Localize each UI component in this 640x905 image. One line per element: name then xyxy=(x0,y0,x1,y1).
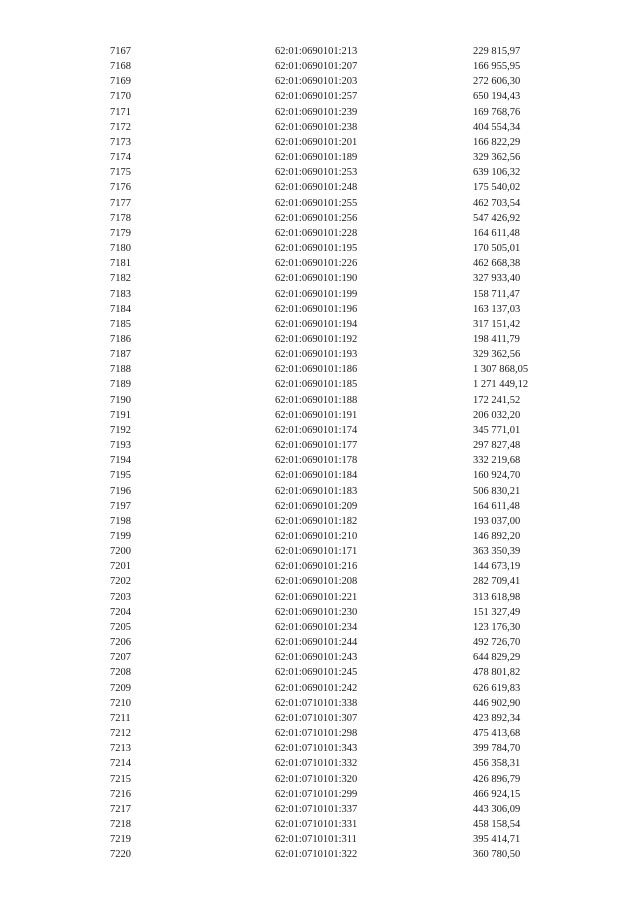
cadastral-value: 170 505,01 xyxy=(473,243,521,255)
row-number: 7207 xyxy=(110,652,131,664)
cadastral-value: 158 711,47 xyxy=(473,288,520,300)
cadastral-number: 62:01:0710101:307 xyxy=(275,712,358,724)
cadastral-number: 62:01:0710101:298 xyxy=(275,728,358,740)
cadastral-value-table xyxy=(0,44,640,862)
cadastral-value: 1 307 868,05 xyxy=(473,364,529,376)
table-row xyxy=(0,347,640,362)
row-number: 7202 xyxy=(110,576,131,588)
row-number: 7211 xyxy=(110,712,131,724)
row-number: 7184 xyxy=(110,303,131,315)
cadastral-number: 62:01:0690101:190 xyxy=(275,273,358,285)
cadastral-value: 492 726,70 xyxy=(473,637,521,649)
cadastral-value: 1 271 449,12 xyxy=(473,379,529,391)
cadastral-number: 62:01:0690101:177 xyxy=(275,440,358,452)
table-row xyxy=(0,605,640,620)
cadastral-value: 363 350,39 xyxy=(473,546,521,558)
table-row xyxy=(0,302,640,317)
cadastral-number: 62:01:0710101:338 xyxy=(275,697,358,709)
cadastral-value: 462 703,54 xyxy=(473,197,521,209)
cadastral-number: 62:01:0690101:244 xyxy=(275,637,358,649)
table-row xyxy=(0,529,640,544)
cadastral-number: 62:01:0690101:193 xyxy=(275,349,358,361)
cadastral-value: 475 413,68 xyxy=(473,728,521,740)
cadastral-number: 62:01:0690101:189 xyxy=(275,152,358,164)
table-row xyxy=(0,196,640,211)
row-number: 7172 xyxy=(110,121,131,133)
table-row xyxy=(0,241,640,256)
table-row xyxy=(0,787,640,802)
cadastral-number: 62:01:0710101:299 xyxy=(275,788,358,800)
cadastral-value: 329 362,56 xyxy=(473,349,521,361)
table-row xyxy=(0,362,640,377)
cadastral-value: 327 933,40 xyxy=(473,273,521,285)
cadastral-value: 229 815,97 xyxy=(473,46,521,57)
row-number: 7199 xyxy=(110,531,131,542)
row-number: 7197 xyxy=(110,500,131,512)
cadastral-value: 166 955,95 xyxy=(473,61,521,73)
row-number: 7187 xyxy=(110,349,131,361)
cadastral-number: 62:01:0690101:216 xyxy=(275,561,358,573)
cadastral-value: 163 137,03 xyxy=(473,303,521,315)
cadastral-value: 423 892,34 xyxy=(473,712,521,724)
row-number: 7218 xyxy=(110,818,131,830)
table-row xyxy=(0,74,640,89)
row-number: 7176 xyxy=(110,182,131,194)
row-number: 7217 xyxy=(110,803,131,815)
row-number: 7212 xyxy=(110,728,131,740)
cadastral-value: 626 619,83 xyxy=(473,682,521,694)
table-row xyxy=(0,59,640,74)
row-number: 7208 xyxy=(110,667,131,679)
table-row xyxy=(0,453,640,468)
cadastral-value: 345 771,01 xyxy=(473,424,521,436)
table-row xyxy=(0,544,640,559)
row-number: 7177 xyxy=(110,197,131,209)
table-row xyxy=(0,135,640,150)
cadastral-value: 123 176,30 xyxy=(473,621,521,633)
table-row xyxy=(0,165,640,180)
cadastral-value: 193 037,00 xyxy=(473,515,521,527)
row-number: 7209 xyxy=(110,682,131,694)
cadastral-number: 62:01:0690101:209 xyxy=(275,500,358,512)
cadastral-number: 62:01:0710101:322 xyxy=(275,849,358,861)
table-row xyxy=(0,559,640,574)
cadastral-value: 506 830,21 xyxy=(473,485,521,497)
row-number: 7219 xyxy=(110,834,131,846)
cadastral-number: 62:01:0690101:174 xyxy=(275,424,358,436)
cadastral-value: 650 194,43 xyxy=(473,91,521,103)
cadastral-number: 62:01:0690101:186 xyxy=(275,364,358,376)
cadastral-number: 62:01:0710101:337 xyxy=(275,803,358,815)
table-row xyxy=(0,393,640,408)
cadastral-value: 151 327,49 xyxy=(473,606,521,618)
table-row xyxy=(0,772,640,787)
cadastral-value: 317 151,42 xyxy=(473,318,521,330)
row-number: 7206 xyxy=(110,637,131,649)
row-number: 7182 xyxy=(110,273,131,285)
cadastral-number: 62:01:0690101:243 xyxy=(275,652,358,664)
row-number: 7220 xyxy=(110,849,131,861)
table-row xyxy=(0,620,640,635)
row-number: 7196 xyxy=(110,485,131,497)
row-number: 7175 xyxy=(110,167,131,179)
cadastral-value: 399 784,70 xyxy=(473,743,521,755)
table-row xyxy=(0,120,640,135)
row-number: 7169 xyxy=(110,76,131,88)
cadastral-number: 62:01:0690101:171 xyxy=(275,546,358,558)
row-number: 7204 xyxy=(110,606,131,618)
row-number: 7181 xyxy=(110,258,131,270)
table-row xyxy=(0,499,640,514)
table-row xyxy=(0,408,640,423)
row-number: 7178 xyxy=(110,212,131,224)
cadastral-number: 62:01:0690101:253 xyxy=(275,167,358,179)
cadastral-number: 62:01:0690101:196 xyxy=(275,303,358,315)
cadastral-value: 169 768,76 xyxy=(473,106,521,118)
table-row xyxy=(0,317,640,332)
table-row xyxy=(0,574,640,589)
table-row xyxy=(0,44,640,59)
cadastral-value: 160 924,70 xyxy=(473,470,521,482)
row-number: 7214 xyxy=(110,758,131,770)
row-number: 7194 xyxy=(110,455,131,467)
cadastral-number: 62:01:0690101:238 xyxy=(275,121,358,133)
cadastral-value: 446 902,90 xyxy=(473,697,521,709)
cadastral-value: 144 673,19 xyxy=(473,561,521,573)
row-number: 7185 xyxy=(110,318,131,330)
table-row xyxy=(0,89,640,104)
row-number: 7203 xyxy=(110,591,131,603)
cadastral-value: 456 358,31 xyxy=(473,758,521,770)
cadastral-number: 62:01:0690101:194 xyxy=(275,318,358,330)
table-row xyxy=(0,438,640,453)
cadastral-number: 62:01:0690101:230 xyxy=(275,606,358,618)
cadastral-value: 466 924,15 xyxy=(473,788,521,800)
row-number: 7210 xyxy=(110,697,131,709)
cadastral-number: 62:01:0710101:343 xyxy=(275,743,358,755)
cadastral-number: 62:01:0690101:191 xyxy=(275,409,358,421)
cadastral-value: 175 540,02 xyxy=(473,182,521,194)
cadastral-value: 404 554,34 xyxy=(473,121,521,133)
table-row xyxy=(0,696,640,711)
row-number: 7171 xyxy=(110,106,131,118)
row-number: 7201 xyxy=(110,561,131,573)
cadastral-value: 313 618,98 xyxy=(473,591,521,603)
row-number: 7186 xyxy=(110,333,131,345)
cadastral-number: 62:01:0690101:203 xyxy=(275,76,358,88)
table-row xyxy=(0,650,640,665)
table-row xyxy=(0,681,640,696)
cadastral-number: 62:01:0690101:183 xyxy=(275,485,358,497)
row-number: 7179 xyxy=(110,227,131,239)
cadastral-value: 426 896,79 xyxy=(473,773,521,785)
table-row xyxy=(0,590,640,605)
cadastral-value: 172 241,52 xyxy=(473,394,521,406)
cadastral-number: 62:01:0690101:185 xyxy=(275,379,358,391)
cadastral-number: 62:01:0690101:201 xyxy=(275,136,358,148)
cadastral-number: 62:01:0690101:239 xyxy=(275,106,358,118)
cadastral-value: 395 414,71 xyxy=(473,834,521,846)
cadastral-value: 639 106,32 xyxy=(473,167,521,179)
cadastral-number: 62:01:0690101:234 xyxy=(275,621,358,633)
table-row xyxy=(0,756,640,771)
cadastral-value: 360 780,50 xyxy=(473,849,521,861)
row-number: 7193 xyxy=(110,440,131,452)
cadastral-number: 62:01:0690101:245 xyxy=(275,667,358,679)
table-row xyxy=(0,741,640,756)
row-number: 7167 xyxy=(110,46,131,57)
cadastral-value: 297 827,48 xyxy=(473,440,521,452)
row-number: 7205 xyxy=(110,621,131,633)
cadastral-number: 62:01:0710101:331 xyxy=(275,818,358,830)
table-row xyxy=(0,226,640,241)
cadastral-number: 62:01:0690101:192 xyxy=(275,333,358,345)
row-number: 7180 xyxy=(110,243,131,255)
table-row xyxy=(0,817,640,832)
cadastral-number: 62:01:0690101:207 xyxy=(275,61,358,73)
table-row xyxy=(0,211,640,226)
cadastral-number: 62:01:0690101:208 xyxy=(275,576,358,588)
table-row xyxy=(0,271,640,286)
cadastral-value: 443 306,09 xyxy=(473,803,521,815)
cadastral-number: 62:01:0690101:221 xyxy=(275,591,358,603)
cadastral-number: 62:01:0690101:182 xyxy=(275,515,358,527)
cadastral-number: 62:01:0690101:213 xyxy=(275,46,358,57)
table-row xyxy=(0,665,640,680)
cadastral-value: 458 158,54 xyxy=(473,818,521,830)
row-number: 7168 xyxy=(110,61,131,73)
cadastral-number: 62:01:0710101:320 xyxy=(275,773,358,785)
cadastral-number: 62:01:0690101:257 xyxy=(275,91,358,103)
table-row xyxy=(0,711,640,726)
cadastral-number: 62:01:0690101:188 xyxy=(275,394,358,406)
row-number: 7215 xyxy=(110,773,131,785)
table-row xyxy=(0,150,640,165)
table-row xyxy=(0,802,640,817)
table-row xyxy=(0,287,640,302)
table-row xyxy=(0,256,640,271)
cadastral-number: 62:01:0690101:248 xyxy=(275,182,358,194)
cadastral-number: 62:01:0690101:210 xyxy=(275,531,358,542)
table-row xyxy=(0,832,640,847)
table-row xyxy=(0,635,640,650)
row-number: 7198 xyxy=(110,515,131,527)
cadastral-number: 62:01:0690101:226 xyxy=(275,258,358,270)
row-number: 7190 xyxy=(110,394,131,406)
table-row xyxy=(0,484,640,499)
cadastral-value: 644 829,29 xyxy=(473,652,521,664)
cadastral-number: 62:01:0690101:242 xyxy=(275,682,358,694)
row-number: 7216 xyxy=(110,788,131,800)
cadastral-value: 206 032,20 xyxy=(473,409,521,421)
cadastral-number: 62:01:0690101:255 xyxy=(275,197,358,209)
table-row xyxy=(0,105,640,120)
row-number: 7213 xyxy=(110,743,131,755)
cadastral-value: 282 709,41 xyxy=(473,576,521,588)
row-number: 7188 xyxy=(110,364,131,376)
cadastral-number: 62:01:0690101:199 xyxy=(275,288,358,300)
table-row xyxy=(0,514,640,529)
row-number: 7195 xyxy=(110,470,131,482)
row-number: 7183 xyxy=(110,288,131,300)
cadastral-value: 462 668,38 xyxy=(473,258,521,270)
row-number: 7173 xyxy=(110,136,131,148)
table-row xyxy=(0,180,640,195)
row-number: 7174 xyxy=(110,152,131,164)
cadastral-value: 164 611,48 xyxy=(473,500,520,512)
row-number: 7170 xyxy=(110,91,131,103)
cadastral-number: 62:01:0690101:178 xyxy=(275,455,358,467)
cadastral-value: 146 892,20 xyxy=(473,531,521,542)
row-number: 7192 xyxy=(110,424,131,436)
row-number: 7191 xyxy=(110,409,131,421)
cadastral-number: 62:01:0710101:311 xyxy=(275,834,357,846)
row-number: 7200 xyxy=(110,546,131,558)
cadastral-number: 62:01:0690101:195 xyxy=(275,243,358,255)
cadastral-value: 547 426,92 xyxy=(473,212,521,224)
table-row xyxy=(0,468,640,483)
cadastral-number: 62:01:0690101:228 xyxy=(275,227,358,239)
cadastral-value: 272 606,30 xyxy=(473,76,521,88)
table-row xyxy=(0,377,640,392)
cadastral-value: 332 219,68 xyxy=(473,455,521,467)
cadastral-value: 166 822,29 xyxy=(473,136,521,148)
cadastral-value: 478 801,82 xyxy=(473,667,521,679)
table-row xyxy=(0,847,640,862)
cadastral-number: 62:01:0690101:256 xyxy=(275,212,358,224)
cadastral-number: 62:01:0690101:184 xyxy=(275,470,358,482)
table-row xyxy=(0,726,640,741)
cadastral-value: 164 611,48 xyxy=(473,227,520,239)
cadastral-value: 198 411,79 xyxy=(473,333,520,345)
row-number: 7189 xyxy=(110,379,131,391)
cadastral-value: 329 362,56 xyxy=(473,152,521,164)
table-row xyxy=(0,423,640,438)
table-row xyxy=(0,332,640,347)
cadastral-number: 62:01:0710101:332 xyxy=(275,758,358,770)
